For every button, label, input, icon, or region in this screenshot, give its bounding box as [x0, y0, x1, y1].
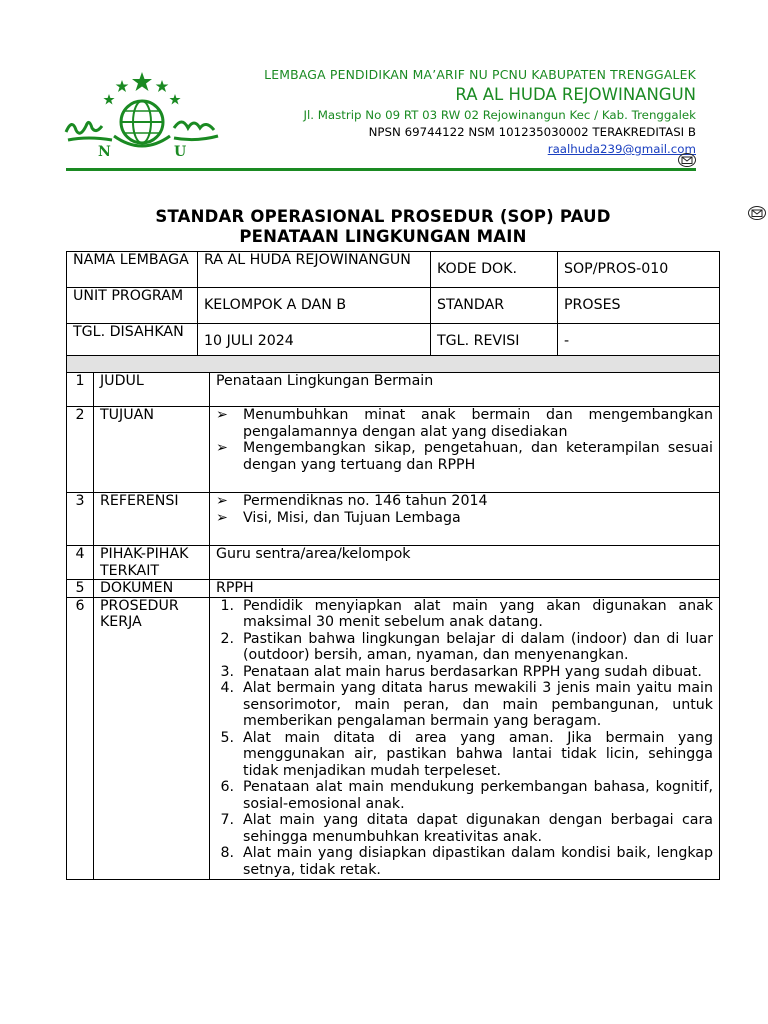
row-number: 4 [67, 546, 94, 580]
table-row [67, 407, 720, 493]
info-value: RA AL HUDA REJOWINANGUN [198, 252, 431, 288]
nu-logo-icon [62, 70, 222, 162]
arrowhead-bullet-icon: ➢ [216, 407, 228, 423]
logo-letter-n: N [98, 144, 111, 160]
row-content [210, 407, 720, 493]
info-label: TGL. DISAHKAN [67, 324, 198, 360]
row-label: TUJUAN [94, 407, 210, 493]
institution-line: LEMBAGA PENDIDIKAN MA’ARIF NU PCNU KABUPATEN TRENGGALEK [264, 67, 696, 82]
info-label: STANDAR [431, 288, 558, 324]
arrowhead-bullet-icon: ➢ [216, 509, 228, 526]
school-ids: NPSN 69744122 NSM 101235030002 TERAKREDITASI B [368, 125, 696, 139]
info-label: UNIT PROGRAM [67, 288, 198, 324]
table-row [67, 493, 720, 546]
title-line-2: PENATAAN LINGKUNGAN MAIN [239, 227, 527, 246]
table-row [67, 288, 720, 324]
letterhead [264, 66, 696, 157]
prosedur-list [216, 598, 713, 879]
sop-table [66, 355, 720, 880]
list-item: 8. Alat main yang disiapkan dipastikan dalam kondisi baik, lengkap setnya, tidak retak. [220, 845, 713, 878]
list-item: 1. Pendidik menyiapkan alat main yang akan digunakan anak maksimal 30 menit sebelum anak datang. [220, 597, 713, 630]
row-label: REFERENSI [94, 493, 210, 546]
info-label: NAMA LEMBAGA [67, 252, 198, 288]
list-item: ➢ Visi, Misi, dan Tujuan Lembaga [216, 509, 461, 526]
list-item: 6. Penataan alat main mendukung perkembangan bahasa, kognitif, sosial-emosional anak. [220, 779, 713, 812]
info-table [66, 251, 720, 360]
info-value: - [558, 324, 720, 360]
row-content [210, 597, 720, 880]
letterhead-divider [66, 168, 696, 171]
info-label: TGL. REVISI [431, 324, 558, 360]
table-row [67, 597, 720, 880]
row-label: PIHAK-PIHAK TERKAIT [94, 546, 210, 580]
envelope-icon [748, 206, 766, 220]
email-link[interactable]: raalhuda239@gmail.com [547, 142, 696, 156]
row-content: RPPH [210, 580, 720, 598]
row-number: 2 [67, 407, 94, 493]
info-value: SOP/PROS-010 [558, 252, 720, 288]
list-item: 4. Alat bermain yang ditata harus mewakili 3 jenis main yaitu main sensorimotor, main peran, dan main pembangunan, untuk memberikan pengalaman bermain yang beragam. [220, 680, 713, 729]
row-number: 3 [67, 493, 94, 546]
table-row [67, 546, 720, 580]
list-item: ➢ Menumbuhkan minat anak bermain dan mengembangkan pengalamannya dengan alat yang disediakan [216, 407, 713, 440]
row-number: 6 [67, 597, 94, 880]
school-address: Jl. Mastrip No 09 RT 03 RW 02 Rejowinangun Kec / Kab. Trenggalek [303, 108, 696, 122]
title-line-1: STANDAR OPERASIONAL PROSEDUR (SOP) PAUD [155, 207, 611, 226]
row-number: 5 [67, 580, 94, 598]
envelope-icon [678, 153, 696, 167]
arrowhead-bullet-icon: ➢ [216, 440, 228, 456]
list-item: 2. Pastikan bahwa lingkungan belajar di dalam (indoor) dan di luar (outdoor) bersih, aman, nyaman, dan menyenangkan. [220, 630, 713, 663]
list-item: ➢ Mengembangkan sikap, pengetahuan, dan keterampilan sesuai dengan yang tertuang dan RPPH [216, 440, 713, 473]
table-row [67, 373, 720, 407]
referensi-list [216, 493, 713, 526]
list-item: 5. Alat main ditata di area yang aman. Jika bermain yang menggunakan air, pastikan bahwa lantai tidak licin, sehingga tidak menjadikan mudah terpeleset. [220, 729, 713, 779]
shaded-separator-row [67, 356, 720, 373]
row-content: Guru sentra/area/kelompok [210, 546, 720, 580]
arrowhead-bullet-icon: ➢ [216, 493, 228, 509]
school-name: RA AL HUDA REJOWINANGUN [455, 85, 696, 104]
list-item: 3. Penataan alat main harus berdasarkan RPPH yang sudah dibuat. [220, 663, 702, 680]
logo-letter-u: U [174, 144, 187, 160]
row-label: JUDUL [94, 373, 210, 407]
info-value: PROSES [558, 288, 720, 324]
row-label: PROSEDUR KERJA [94, 597, 210, 880]
row-label: DOKUMEN [94, 580, 210, 598]
list-item: ➢ Permendiknas no. 146 tahun 2014 [216, 493, 488, 509]
row-number: 1 [67, 373, 94, 407]
tujuan-list [216, 407, 713, 473]
info-label: KODE DOK. [431, 252, 558, 288]
list-item: 7. Alat main yang ditata dapat digunakan dengan berbagai cara sehingga menumbuhkan kreativitas anak. [220, 812, 713, 845]
document-title [66, 207, 700, 247]
row-content: Penataan Lingkungan Bermain [210, 373, 720, 407]
row-content [210, 493, 720, 546]
info-value: 10 JULI 2024 [198, 324, 431, 360]
info-value: KELOMPOK A DAN B [198, 288, 431, 324]
table-row [67, 580, 720, 598]
table-row [67, 252, 720, 288]
